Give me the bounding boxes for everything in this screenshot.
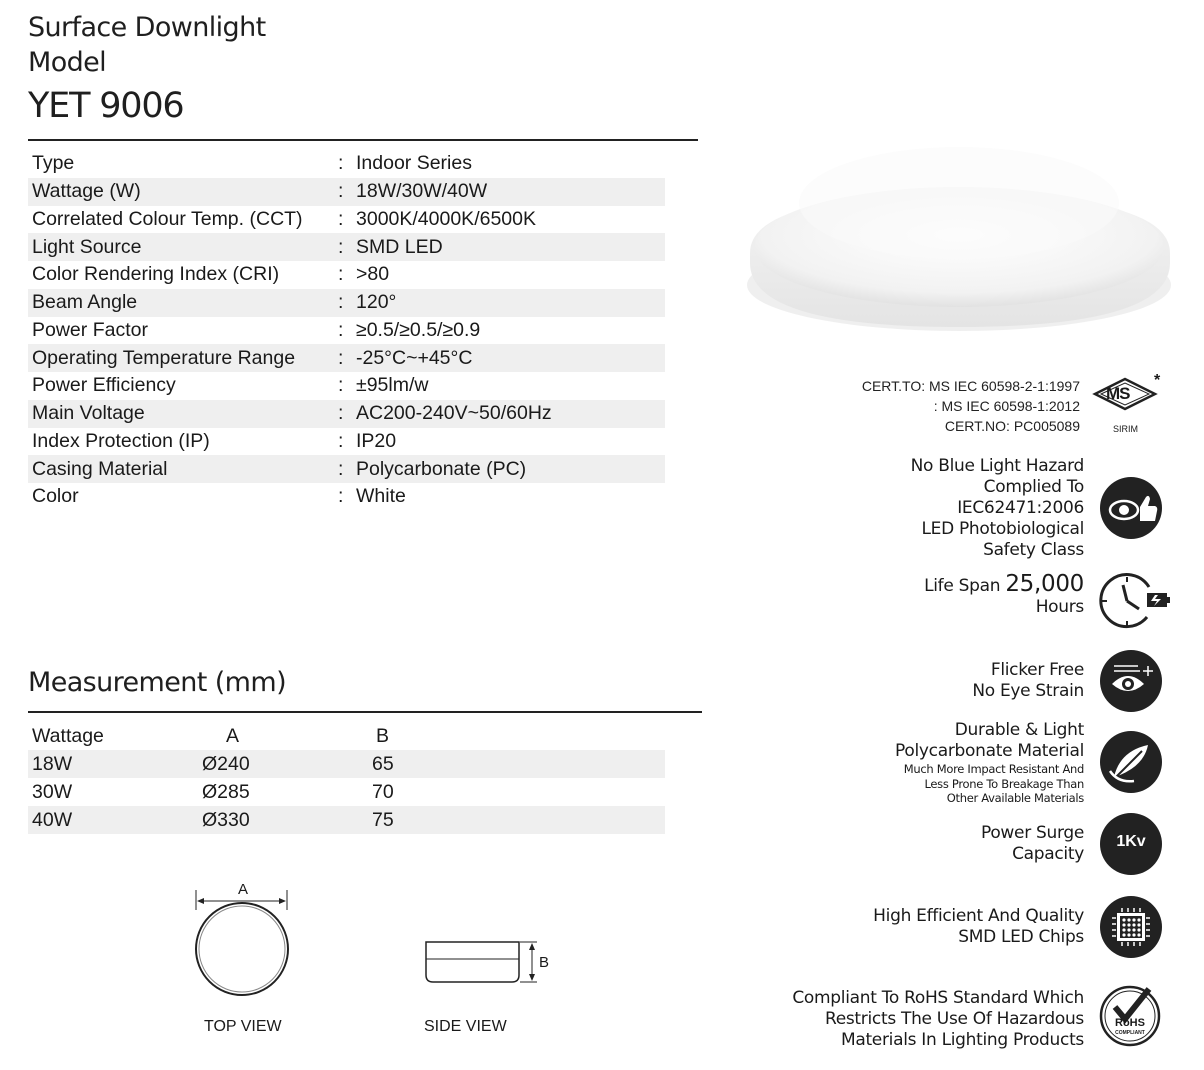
feature-rohs: Compliant To RoHS Standard Which Restricts The Use Of Hazardous Materials In Lighting Products xyxy=(792,988,1084,1050)
spec-value: AC200-240V~50/60Hz xyxy=(356,402,552,425)
eye-thumbs-up-icon xyxy=(1100,477,1162,539)
feature-led-chips: High Efficient And Quality SMD LED Chips xyxy=(873,906,1084,947)
model-number: YET 9006 xyxy=(28,86,184,126)
table-row: 40W Ø330 75 xyxy=(28,806,665,834)
spec-table xyxy=(28,150,665,511)
spec-value: 120° xyxy=(356,291,397,314)
top-view-diagram xyxy=(185,880,305,1000)
rohs-icon-sub: COMPLIANT xyxy=(1115,1030,1145,1036)
spec-label: Power Factor xyxy=(32,318,148,341)
life-span-value: 25,000 xyxy=(1005,571,1084,597)
spec-row: Color : White xyxy=(28,483,665,511)
spec-value: -25°C~+45°C xyxy=(356,346,473,369)
clock-battery-icon xyxy=(1097,569,1173,633)
spec-row: Power Factor : ≥0.5/≥0.5/≥0.9 xyxy=(28,317,665,345)
spec-row: Beam Angle : 120° xyxy=(28,289,665,317)
measurement-table xyxy=(28,722,665,834)
col-wattage: Wattage xyxy=(32,724,104,747)
spec-row: Wattage (W) : 18W/30W/40W xyxy=(28,178,665,206)
col-b: B xyxy=(376,724,390,747)
cert-to: CERT.TO: MS IEC 60598-2-1:1997 xyxy=(861,378,1080,394)
spec-value: SMD LED xyxy=(356,235,443,258)
col-a: A xyxy=(226,724,240,747)
spec-value: ±95lm/w xyxy=(356,374,429,397)
spec-label: Casing Material xyxy=(32,457,168,480)
header-divider xyxy=(28,139,698,141)
spec-label: Beam Angle xyxy=(32,291,138,314)
certification-block xyxy=(862,376,1080,436)
downlight-product-image xyxy=(740,135,1180,340)
spec-label: Light Source xyxy=(32,235,142,258)
spec-value: >80 xyxy=(356,263,390,286)
spec-label: Type xyxy=(32,152,75,175)
spec-row: Operating Temperature Range : -25°C~+45°C xyxy=(28,344,665,372)
life-span-unit: Hours xyxy=(1035,597,1084,617)
spec-row: Light Source : SMD LED xyxy=(28,233,665,261)
spec-label: Color Rendering Index (CRI) xyxy=(32,263,280,286)
spec-row: Main Voltage : AC200-240V~50/60Hz xyxy=(28,400,665,428)
surge-icon xyxy=(1100,813,1162,875)
eye-flicker-icon xyxy=(1100,650,1162,712)
rohs-icon-text: RoHS xyxy=(1115,1017,1145,1029)
dimension-a-label: A xyxy=(238,881,249,898)
spec-value: Polycarbonate (PC) xyxy=(356,457,527,480)
spec-value: IP20 xyxy=(356,429,397,452)
cert-standard: : MS IEC 60598-1:2012 xyxy=(933,398,1080,414)
feature-flicker-free: Flicker Free No Eye Strain xyxy=(972,660,1084,701)
spec-label: Color xyxy=(32,485,79,508)
spec-value: 18W/30W/40W xyxy=(356,180,488,203)
measurement-divider xyxy=(28,711,702,713)
spec-label: Power Efficiency xyxy=(32,374,176,397)
life-span-prefix: Life Span xyxy=(924,576,1001,596)
spec-value: 3000K/4000K/6500K xyxy=(356,207,536,230)
feature-life-span xyxy=(924,571,1084,618)
side-view-label: SIDE VIEW xyxy=(424,1018,507,1035)
measurement-title: Measurement (mm) xyxy=(28,667,287,698)
spec-row: Correlated Colour Temp. (CCT) : 3000K/4000K/6500K xyxy=(28,206,665,234)
sirim-ms-badge: MS * SIRIM xyxy=(1092,374,1166,438)
spec-row: Power Efficiency : ±95lm/w xyxy=(28,372,665,400)
feature-durable: Durable & Light Polycarbonate Material Much More Impact Resistant And Less Prone To Breakage Than Other Available Materials xyxy=(895,720,1084,805)
rohs-check-icon xyxy=(1099,983,1163,1047)
cert-number: CERT.NO: PC005089 xyxy=(944,418,1080,434)
top-view-label: TOP VIEW xyxy=(204,1018,282,1035)
led-chip-icon xyxy=(1100,896,1162,958)
spec-row: Casing Material : Polycarbonate (PC) xyxy=(28,455,665,483)
feather-icon xyxy=(1100,731,1162,793)
surge-icon-text: 1Kv xyxy=(1116,833,1146,850)
product-category: Surface Downlight xyxy=(28,12,266,43)
model-label: Model xyxy=(28,47,107,78)
feature-power-surge: Power Surge Capacity xyxy=(980,823,1084,864)
spec-row: Color Rendering Index (CRI) : >80 xyxy=(28,261,665,289)
side-view-diagram xyxy=(420,935,540,990)
table-row: 18W Ø240 65 xyxy=(28,750,665,778)
spec-label: Operating Temperature Range xyxy=(32,346,296,369)
spec-row: Type : Indoor Series xyxy=(28,150,665,178)
dimension-b-label: B xyxy=(539,954,550,971)
spec-value: White xyxy=(356,485,406,508)
spec-label: Correlated Colour Temp. (CCT) xyxy=(32,207,303,230)
spec-label: Index Protection (IP) xyxy=(32,429,210,452)
spec-row: Index Protection (IP) : IP20 xyxy=(28,428,665,456)
measurement-header-row xyxy=(28,722,665,750)
spec-label: Wattage (W) xyxy=(32,180,141,203)
spec-value: ≥0.5/≥0.5/≥0.9 xyxy=(356,318,481,341)
feature-blue-light: No Blue Light Hazard Complied To IEC62471:2006 LED Photobiological Safety Class xyxy=(910,456,1084,560)
table-row: 30W Ø285 70 xyxy=(32,780,394,803)
spec-value: Indoor Series xyxy=(356,152,472,175)
spec-label: Main Voltage xyxy=(32,402,145,425)
